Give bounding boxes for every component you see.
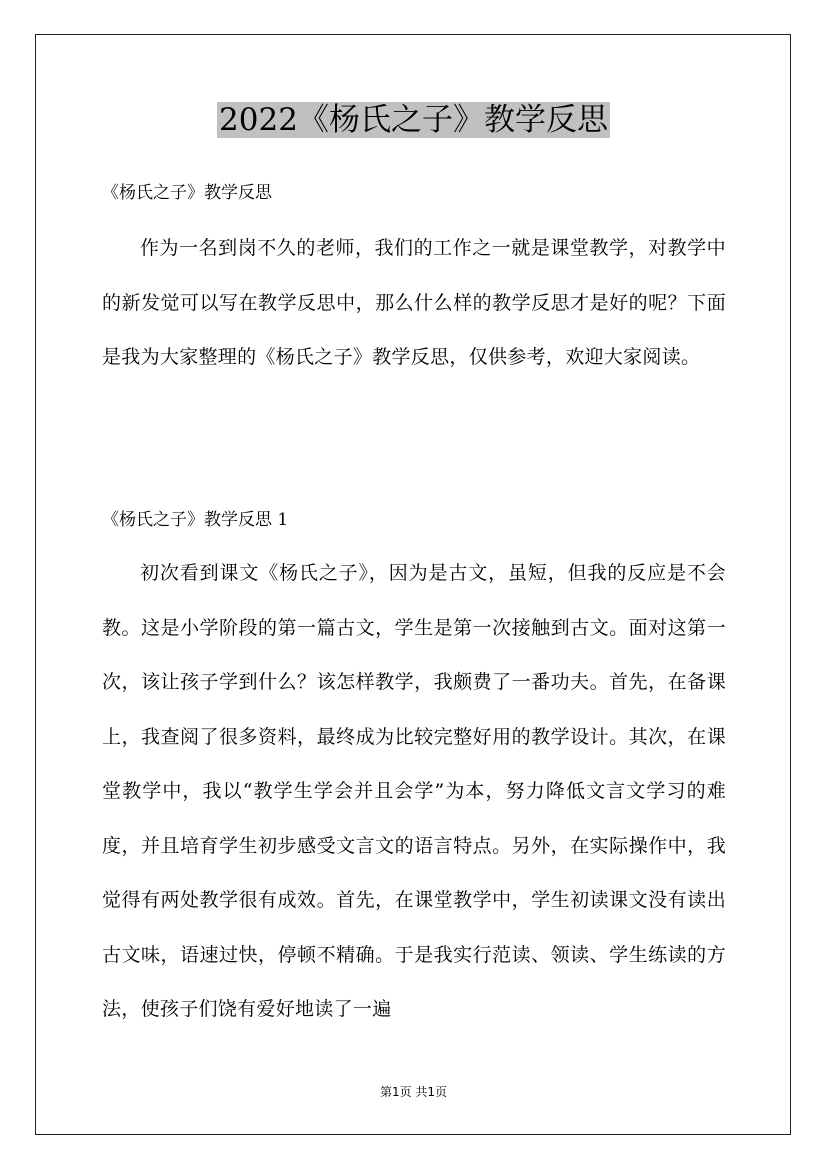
- document-title: [0, 98, 827, 142]
- page-footer: 第1页 共1页: [379, 1085, 448, 1099]
- document-subtitle: 《杨氏之子》教学反思: [102, 183, 272, 203]
- intro-paragraph: 作为一名到岗不久的老师，我们的工作之一就是课堂教学，对教学中的新发觉可以写在教学反思中，那么什么样的教学反思才是好的呢？下面是我为大家整理的《杨氏之子》教学反思，仅供参考，欢迎大家阅读。: [102, 237, 726, 368]
- document-title-text: 2022《杨氏之子》教学反思: [219, 102, 608, 138]
- section-1-paragraph: 初次看到课文《杨氏之子》，因为是古文，虽短，但我的反应是不会教。这是小学阶段的第一篇古文，学生是第一次接触到古文。面对这第一次，该让孩子学到什么？该怎样教学，我颇费了一番功夫。首先，在备课上，我查阅了很多资料，最终成为比较完整好用的教学设计。其次，在课堂教学中，我以“教学生学会并且会学”为本，努力降低文言文学习的难度，并且培育学生初步感受文言文的语言特点。另外，在实际操作中，我觉得有两处教学很有成效。首先，在课堂教学中，学生初读课文没有读出古文味，语速过快，停顿不精确。于是我实行范读、领读、学生练读的方法，使孩子们饶有爱好地读了一遍: [102, 562, 726, 1020]
- section-1-heading: 《杨氏之子》教学反思 1: [102, 510, 289, 530]
